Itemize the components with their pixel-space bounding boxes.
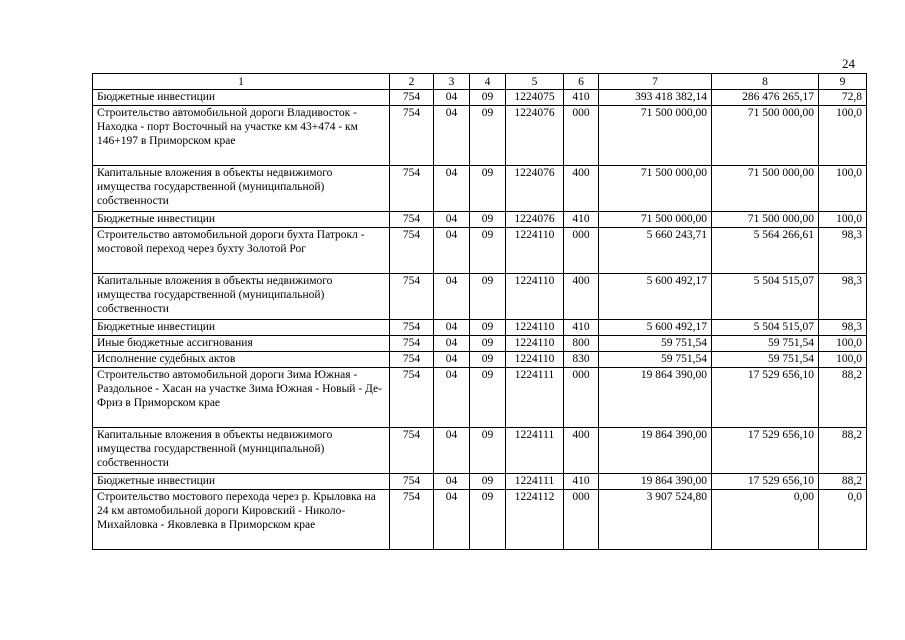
code-cell: 04 <box>434 228 470 274</box>
code-cell: 1224111 <box>506 368 564 428</box>
code-cell: 09 <box>470 428 506 474</box>
code-cell: 754 <box>390 428 434 474</box>
amount-cell: 71 500 000,00 <box>599 166 712 212</box>
code-cell: 1224076 <box>506 106 564 166</box>
table-row <box>93 428 867 474</box>
percent-cell: 100,0 <box>819 106 867 166</box>
row-name-cell: Бюджетные инвестиции <box>93 474 390 490</box>
amount-cell: 17 529 656,10 <box>712 428 819 474</box>
code-cell: 04 <box>434 352 470 368</box>
row-name-cell: Строительство автомобильной дороги бухта Патрокл - мостовой переход через бухту Золотой Рог <box>93 228 390 274</box>
code-cell: 1224110 <box>506 352 564 368</box>
amount-cell: 5 660 243,71 <box>599 228 712 274</box>
code-cell: 754 <box>390 474 434 490</box>
amount-cell: 5 504 515,07 <box>712 320 819 336</box>
header-cell: 3 <box>434 74 470 90</box>
amount-cell: 71 500 000,00 <box>599 106 712 166</box>
code-cell: 09 <box>470 368 506 428</box>
code-cell: 09 <box>470 106 506 166</box>
header-cell: 5 <box>506 74 564 90</box>
code-cell: 754 <box>390 368 434 428</box>
code-cell: 04 <box>434 90 470 106</box>
code-cell: 04 <box>434 106 470 166</box>
header-cell: 9 <box>819 74 867 90</box>
table-row <box>93 368 867 428</box>
percent-cell: 88,2 <box>819 428 867 474</box>
code-cell: 754 <box>390 320 434 336</box>
code-cell: 410 <box>564 474 599 490</box>
code-cell: 09 <box>470 474 506 490</box>
code-cell: 09 <box>470 490 506 550</box>
header-cell: 7 <box>599 74 712 90</box>
amount-cell: 19 864 390,00 <box>599 474 712 490</box>
code-cell: 1224110 <box>506 320 564 336</box>
code-cell: 000 <box>564 490 599 550</box>
code-cell: 09 <box>470 90 506 106</box>
percent-cell: 98,3 <box>819 274 867 320</box>
amount-cell: 59 751,54 <box>712 336 819 352</box>
code-cell: 800 <box>564 336 599 352</box>
amount-cell: 59 751,54 <box>599 352 712 368</box>
percent-cell: 88,2 <box>819 368 867 428</box>
header-cell: 4 <box>470 74 506 90</box>
amount-cell: 59 751,54 <box>599 336 712 352</box>
code-cell: 754 <box>390 274 434 320</box>
code-cell: 04 <box>434 212 470 228</box>
code-cell: 04 <box>434 336 470 352</box>
row-name-cell: Строительство автомобильной дороги Зима Южная - Раздольное - Хасан на участке Зима Южная - Новый - Де-Фриз в Приморском крае <box>93 368 390 428</box>
table-row <box>93 474 867 490</box>
code-cell: 1224076 <box>506 166 564 212</box>
code-cell: 754 <box>390 336 434 352</box>
code-cell: 754 <box>390 352 434 368</box>
amount-cell: 19 864 390,00 <box>599 368 712 428</box>
code-cell: 1224110 <box>506 274 564 320</box>
code-cell: 000 <box>564 106 599 166</box>
percent-cell: 98,3 <box>819 228 867 274</box>
code-cell: 400 <box>564 428 599 474</box>
table-row <box>93 336 867 352</box>
amount-cell: 71 500 000,00 <box>712 106 819 166</box>
amount-cell: 3 907 524,80 <box>599 490 712 550</box>
percent-cell: 88,2 <box>819 474 867 490</box>
amount-cell: 71 500 000,00 <box>599 212 712 228</box>
code-cell: 754 <box>390 106 434 166</box>
code-cell: 1224076 <box>506 212 564 228</box>
amount-cell: 5 504 515,07 <box>712 274 819 320</box>
code-cell: 09 <box>470 166 506 212</box>
row-name-cell: Капитальные вложения в объекты недвижимого имущества государственной (муниципальной) собственности <box>93 274 390 320</box>
amount-cell: 59 751,54 <box>712 352 819 368</box>
row-name-cell: Иные бюджетные ассигнования <box>93 336 390 352</box>
code-cell: 410 <box>564 90 599 106</box>
code-cell: 09 <box>470 228 506 274</box>
amount-cell: 0,00 <box>712 490 819 550</box>
row-name-cell: Капитальные вложения в объекты недвижимого имущества государственной (муниципальной) собственности <box>93 166 390 212</box>
code-cell: 09 <box>470 352 506 368</box>
table-row <box>93 166 867 212</box>
code-cell: 1224111 <box>506 474 564 490</box>
code-cell: 410 <box>564 212 599 228</box>
percent-cell: 72,8 <box>819 90 867 106</box>
code-cell: 754 <box>390 228 434 274</box>
amount-cell: 71 500 000,00 <box>712 212 819 228</box>
header-cell: 2 <box>390 74 434 90</box>
row-name-cell: Строительство автомобильной дороги Владивосток - Находка - порт Восточный на участке км 43+474 - км 146+197 в Приморском крае <box>93 106 390 166</box>
code-cell: 04 <box>434 274 470 320</box>
percent-cell: 0,0 <box>819 490 867 550</box>
amount-cell: 19 864 390,00 <box>599 428 712 474</box>
percent-cell: 100,0 <box>819 352 867 368</box>
table-row <box>93 352 867 368</box>
code-cell: 400 <box>564 166 599 212</box>
code-cell: 1224112 <box>506 490 564 550</box>
table-row <box>93 106 867 166</box>
code-cell: 1224110 <box>506 336 564 352</box>
budget-table <box>92 73 867 550</box>
row-name-cell: Бюджетные инвестиции <box>93 212 390 228</box>
code-cell: 400 <box>564 274 599 320</box>
code-cell: 04 <box>434 428 470 474</box>
table-row <box>93 90 867 106</box>
percent-cell: 98,3 <box>819 320 867 336</box>
code-cell: 1224111 <box>506 428 564 474</box>
header-cell: 1 <box>93 74 390 90</box>
code-cell: 09 <box>470 336 506 352</box>
table-row <box>93 228 867 274</box>
amount-cell: 71 500 000,00 <box>712 166 819 212</box>
page-number: 24 <box>842 56 855 71</box>
table-header-row <box>93 74 867 90</box>
amount-cell: 17 529 656,10 <box>712 368 819 428</box>
row-name-cell: Строительство мостового перехода через р. Крыловка на 24 км автомобильной дороги Кировский - Николо-Михайловка - Яковлевка в Приморском крае <box>93 490 390 550</box>
percent-cell: 100,0 <box>819 166 867 212</box>
code-cell: 09 <box>470 320 506 336</box>
code-cell: 000 <box>564 228 599 274</box>
code-cell: 09 <box>470 212 506 228</box>
table-row <box>93 212 867 228</box>
header-cell: 8 <box>712 74 819 90</box>
code-cell: 1224075 <box>506 90 564 106</box>
code-cell: 04 <box>434 474 470 490</box>
amount-cell: 5 564 266,61 <box>712 228 819 274</box>
code-cell: 754 <box>390 212 434 228</box>
amount-cell: 5 600 492,17 <box>599 274 712 320</box>
header-cell: 6 <box>564 74 599 90</box>
code-cell: 1224110 <box>506 228 564 274</box>
code-cell: 754 <box>390 166 434 212</box>
row-name-cell: Бюджетные инвестиции <box>93 90 390 106</box>
code-cell: 04 <box>434 320 470 336</box>
code-cell: 754 <box>390 490 434 550</box>
percent-cell: 100,0 <box>819 336 867 352</box>
row-name-cell: Исполнение судебных актов <box>93 352 390 368</box>
amount-cell: 17 529 656,10 <box>712 474 819 490</box>
code-cell: 754 <box>390 90 434 106</box>
percent-cell: 100,0 <box>819 212 867 228</box>
amount-cell: 5 600 492,17 <box>599 320 712 336</box>
code-cell: 09 <box>470 274 506 320</box>
code-cell: 410 <box>564 320 599 336</box>
table-row <box>93 274 867 320</box>
table-row <box>93 490 867 550</box>
code-cell: 04 <box>434 166 470 212</box>
code-cell: 830 <box>564 352 599 368</box>
code-cell: 04 <box>434 490 470 550</box>
code-cell: 000 <box>564 368 599 428</box>
amount-cell: 286 476 265,17 <box>712 90 819 106</box>
row-name-cell: Бюджетные инвестиции <box>93 320 390 336</box>
amount-cell: 393 418 382,14 <box>599 90 712 106</box>
row-name-cell: Капитальные вложения в объекты недвижимого имущества государственной (муниципальной) собственности <box>93 428 390 474</box>
code-cell: 04 <box>434 368 470 428</box>
table-row <box>93 320 867 336</box>
